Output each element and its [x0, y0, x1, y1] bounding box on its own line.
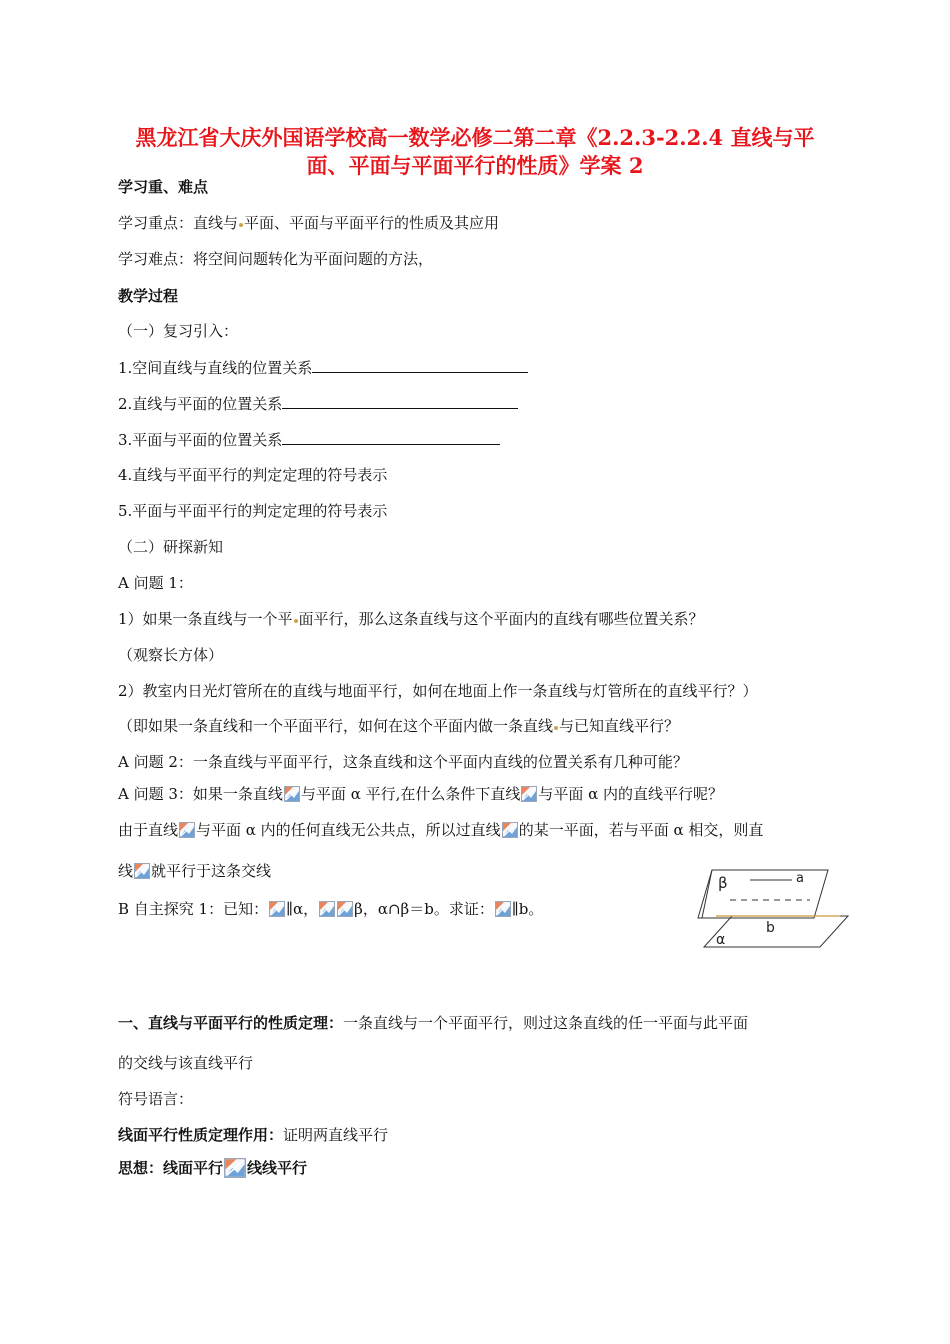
broken-image-icon: [224, 1158, 246, 1178]
reasoning-text-b: 与平面 α 内的任何直线无公共点，所以过直线: [196, 821, 501, 839]
broken-image-icon: [337, 901, 353, 917]
problem-a1-heading: A 问题 1：: [118, 574, 193, 592]
focus-text-b: 平面、平面与平面平行的性质及其应用: [244, 214, 500, 232]
answer-blank: [282, 394, 518, 409]
focus-line: [118, 214, 499, 232]
theorem-body: 一条直线与一个平面平行，则过这条直线的任一平面与此平面: [343, 1014, 749, 1032]
broken-image-icon: [319, 901, 335, 917]
marker-dot: [239, 223, 243, 227]
reasoning2-text-a: 线: [118, 862, 134, 880]
document-title: [60, 124, 890, 180]
broken-image-icon: [134, 863, 150, 879]
question-2: [118, 394, 518, 413]
reasoning-text-a: 由于直线: [118, 821, 179, 839]
reasoning-text-c: 的某一平面，若与平面 α 相交，则直: [518, 821, 764, 839]
plane-intersection-diagram: [690, 862, 850, 952]
theorem-heading: 一、直线与平面平行的性质定理：: [118, 1014, 344, 1032]
marker-dot: [294, 619, 298, 623]
title-line-1: 黑龙江省大庆外国语学校高一数学必修二第二章《2.2.3-2.2.4 直线与平: [135, 125, 815, 150]
question-3-text: 3.平面与平面的位置关系: [118, 431, 283, 449]
broken-image-icon: [284, 786, 300, 802]
broken-image-icon: [521, 786, 537, 802]
marker-dot: [554, 726, 558, 730]
problem-a3-text-c: 与平面 α 内的直线平行呢？: [538, 785, 724, 803]
reasoning-line-2: [118, 862, 271, 880]
section-focus-heading: 学习重、难点: [118, 178, 209, 196]
problem-a1-q3-text-b: 与已知直线平行？: [559, 717, 680, 735]
focus-text-a: 学习重点：直线与: [118, 214, 239, 232]
problem-a1-q3-text-a: （即如果一条直线和一个平面平行，如何在这个平面内做一条直线: [118, 717, 554, 735]
problem-a3-text-b: 与平面 α 平行,在什么条件下直线: [300, 785, 521, 803]
question-5: 5.平面与平面平行的判定定理的符号表示: [118, 502, 388, 520]
theorem-use-heading: 线面平行性质定理作用：: [118, 1126, 284, 1144]
observe-note: （观察长方体）: [118, 646, 224, 664]
exploration-b1: [118, 900, 543, 918]
difficulty-line: 学习难点：将空间问题转化为平面问题的方法，: [118, 250, 434, 268]
broken-image-icon: [179, 822, 195, 838]
theorem-use-line: [118, 1126, 388, 1144]
process-heading: 教学过程: [118, 287, 179, 305]
b1-text-b: ∥α，: [286, 900, 319, 918]
broken-image-icon: [269, 901, 285, 917]
symbol-language: 符号语言：: [118, 1090, 194, 1108]
theorem-use-body: 证明两直线平行: [283, 1126, 389, 1144]
title-line-2: 面、平面与平面平行的性质》学案 2: [306, 153, 644, 178]
question-1: [118, 358, 528, 377]
broken-image-icon: [495, 901, 511, 917]
reasoning-line-1: [118, 821, 763, 839]
b1-text-d: ∥b。: [511, 900, 544, 918]
label-b: b: [766, 920, 775, 936]
problem-a1-q1-text-b: 面平行，那么这条直线与这个平面内的直线有哪些位置关系？: [298, 610, 704, 628]
question-3: [118, 430, 500, 449]
problem-a1-q1: [118, 610, 704, 628]
idea-line: [118, 1158, 307, 1178]
problem-a1-q3: [118, 717, 679, 735]
problem-a3: [118, 785, 723, 803]
review-heading: （一）复习引入：: [118, 322, 239, 340]
theorem-line-1: [118, 1014, 748, 1032]
problem-a1-q2: 2）教室内日光灯管所在的直线与地面平行，如何在地面上作一条直线与灯管所在的直线平行？）: [118, 682, 758, 700]
question-4: 4.直线与平面平行的判定定理的符号表示: [118, 466, 388, 484]
plane-alpha: [704, 916, 848, 947]
theorem-line-2: 的交线与该直线平行: [118, 1054, 254, 1072]
b1-text-a: B 自主探究 1：已知：: [118, 900, 269, 918]
question-2-text: 2.直线与平面的位置关系: [118, 395, 283, 413]
problem-a2: A 问题 2：一条直线与平面平行，这条直线和这个平面内直线的位置关系有几种可能？: [118, 753, 688, 771]
explore-heading: （二）研探新知: [118, 538, 224, 556]
problem-a3-text-a: A 问题 3：如果一条直线: [118, 785, 283, 803]
idea-text-b: 线线平行: [247, 1159, 308, 1177]
reasoning2-text-b: 就平行于这条交线: [151, 862, 272, 880]
problem-a1-q1-text-a: 1）如果一条直线与一个平: [118, 610, 293, 628]
b1-text-c: β，α∩β＝b。求证：: [354, 900, 494, 918]
plane-edge: [702, 870, 712, 918]
answer-blank: [282, 430, 500, 445]
label-beta: β: [718, 874, 728, 892]
idea-text-a: 思想：线面平行: [118, 1159, 224, 1177]
broken-image-icon: [502, 822, 518, 838]
question-1-text: 1.空间直线与直线的位置关系: [118, 359, 313, 377]
label-a: a: [796, 871, 804, 886]
answer-blank: [312, 358, 528, 373]
label-alpha: α: [716, 932, 726, 948]
